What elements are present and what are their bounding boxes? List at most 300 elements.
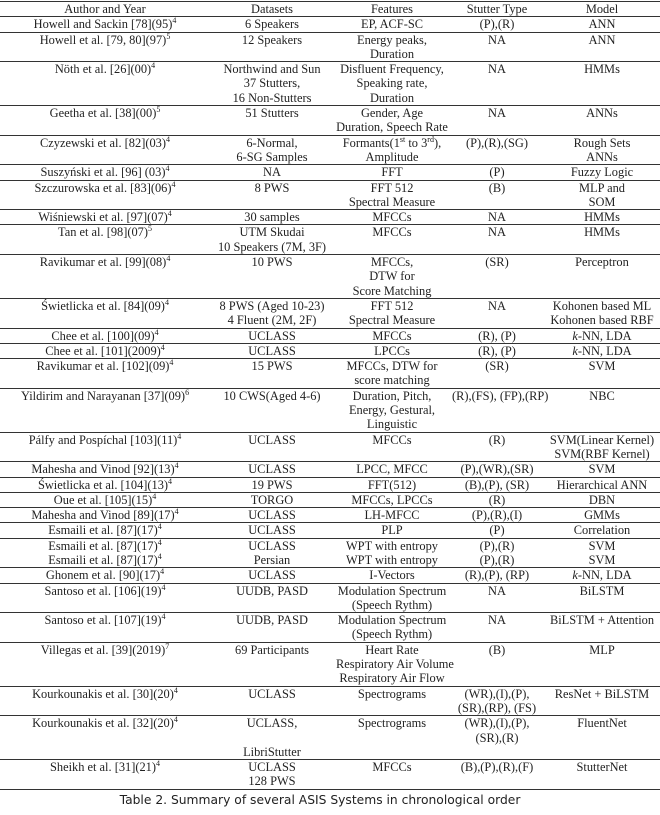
cell-author: [0, 180, 210, 210]
cell-line: 12 Speakers: [241, 32, 303, 47]
cell-datasets: [210, 165, 334, 180]
cell-author: [0, 492, 210, 507]
cell-line: DBN: [588, 492, 616, 507]
cell-stutter: [450, 583, 544, 613]
cell-datasets: [210, 328, 334, 343]
cell-line: MFCCs: [372, 760, 412, 775]
text-segment: Suszyński et al. [96] (03): [40, 165, 166, 180]
table-caption: Table 2. Summary of several ASIS Systems in chronological order: [119, 792, 521, 807]
cell-line: [2, 136, 208, 150]
text-segment: Świetlicka et al. [104](13): [37, 477, 169, 492]
cell-datasets: [210, 432, 334, 462]
cell-datasets: [210, 135, 334, 165]
cell-line: Northwind and Sun: [223, 62, 321, 77]
cell-stutter: [450, 462, 544, 477]
cell-author: [0, 553, 210, 568]
cell-datasets: [210, 462, 334, 477]
cell-features: [334, 328, 450, 343]
cell-stutter: [450, 32, 544, 62]
cell-features: [334, 716, 450, 760]
cell-line: [2, 225, 208, 239]
cell-author: [0, 388, 210, 432]
cell-line: [2, 478, 208, 492]
cell-line: UCLASS: [248, 343, 296, 358]
table-row: [0, 613, 660, 643]
text-segment: -NN, LDA: [577, 343, 632, 358]
cell-line: (R), (P): [478, 343, 516, 358]
cell-line: MFCCs: [372, 432, 412, 447]
cell-line: 19 PWS: [251, 477, 293, 492]
cell-datasets: [210, 388, 334, 432]
text-segment: -NN, LDA: [577, 568, 632, 583]
cell-line: 8 PWS: [254, 180, 290, 195]
cell-line: Perceptron: [575, 255, 629, 270]
cell-line: SVM: [588, 462, 616, 477]
text-segment: Esmaili et al. [87](17): [48, 538, 158, 553]
footnote-marker: 4: [161, 612, 166, 622]
text-segment: Howell and Sackin [78](95): [33, 17, 173, 32]
cell-line: Spectrograms: [357, 716, 427, 731]
cell-line: NBC: [589, 388, 615, 403]
cell-line: [2, 359, 208, 373]
cell-author: [0, 716, 210, 760]
cell-line: [2, 33, 208, 47]
cell-line: (SR): [485, 255, 509, 270]
cell-model: [544, 583, 660, 613]
cell-features: [334, 642, 454, 686]
cell-line: PLP: [381, 523, 403, 538]
cell-stutter: [450, 343, 544, 358]
cell-line: UCLASS: [248, 760, 296, 775]
cell-datasets: [210, 508, 334, 523]
cell-line: MFCCs, LPCCs: [351, 492, 433, 507]
cell-line: [2, 344, 208, 358]
cell-features: [334, 686, 450, 716]
cell-author: [0, 343, 210, 358]
cell-model: [544, 255, 660, 299]
table-row: [0, 388, 660, 432]
cell-features: [334, 210, 450, 225]
table-row: [0, 298, 660, 328]
cell-stutter: [450, 523, 544, 538]
text-segment: Ravikumar et al. [102](09): [36, 359, 170, 374]
cell-line: [2, 106, 208, 120]
cell-datasets: [210, 62, 334, 106]
cell-line: 51 Stutters: [245, 106, 299, 121]
table-row: [0, 716, 660, 760]
cell-stutter: [450, 568, 544, 583]
cell-line: FFT: [381, 165, 403, 180]
text-segment: Esmaili et al. [87](17): [48, 523, 158, 538]
cell-features: [334, 343, 450, 358]
cell-line: 30 samples: [244, 210, 300, 225]
cell-line: UCLASS: [248, 462, 296, 477]
cell-features: [334, 388, 450, 432]
cell-stutter: [450, 62, 544, 106]
footnote-marker: 4: [168, 476, 173, 486]
text-segment: to 3: [405, 135, 428, 150]
table-row: [0, 32, 660, 62]
cell-line: Score Matching: [352, 283, 432, 298]
cell-author: [0, 538, 210, 553]
text-segment: ),: [433, 135, 442, 150]
cell-line: UCLASS: [248, 508, 296, 523]
cell-line: SVM(RBF Kernel): [554, 446, 650, 461]
footnote-marker: 4: [177, 431, 182, 441]
cell-stutter: [450, 508, 544, 523]
footnote-marker: 4: [160, 342, 165, 352]
cell-stutter: [450, 538, 544, 553]
cell-line: Spectral Measure: [348, 194, 436, 209]
text-segment: Chee et al. [100](09): [51, 328, 155, 343]
cell-line: I-Vectors: [369, 568, 415, 583]
cell-model: [544, 508, 660, 523]
cell-model: [544, 642, 660, 686]
cell-line: MLP: [589, 642, 615, 657]
cell-line: Respiratory Air Volume: [336, 657, 454, 672]
cell-line: (SR),(R): [475, 730, 519, 745]
cell-features: [334, 477, 450, 492]
cell-line: ANNs: [586, 106, 618, 121]
cell-model: [544, 613, 660, 643]
cell-line: MFCCs,: [370, 255, 414, 270]
cell-stutter: [450, 492, 544, 507]
cell-line: 10 Speakers (7M, 3F): [217, 239, 327, 254]
cell-line: 6-Normal,: [246, 135, 298, 150]
cell-datasets: [210, 32, 334, 62]
cell-datasets: [210, 343, 334, 358]
cell-line: (WR),(I),(P),: [464, 686, 530, 701]
cell-line: [2, 508, 208, 522]
cell-datasets: [210, 17, 334, 32]
cell-model: [544, 568, 660, 583]
cell-author: [0, 686, 210, 716]
cell-line: TORGO: [250, 492, 294, 507]
footnote-marker: 4: [155, 759, 160, 769]
table-row: [0, 17, 660, 32]
text-segment: Świetlicka et al. [84](09): [41, 298, 165, 313]
cell-datasets: [210, 523, 334, 538]
text-segment: k: [572, 343, 578, 358]
cell-line: (B),(P),(R),(F): [460, 760, 534, 775]
footnote-marker: 5: [147, 224, 152, 234]
text-segment: Sheikh et al. [31](21): [50, 760, 156, 775]
text-segment: Howell et al. [79, 80](97): [39, 32, 167, 47]
cell-features: [334, 32, 450, 62]
text-segment: Ravikumar et al. [99](08): [39, 255, 167, 270]
cell-line: WPT with entropy: [345, 552, 438, 567]
cell-line: Modulation Spectrum: [337, 613, 447, 628]
cell-line: [2, 760, 208, 774]
cell-line: [2, 584, 208, 598]
cell-stutter: [450, 328, 544, 343]
table-row: [0, 492, 660, 507]
cell-line: Duration, Speech Rate: [336, 120, 448, 135]
cell-author: [0, 298, 210, 328]
cell-line: 6 Speakers: [244, 17, 300, 32]
table-row: [0, 225, 660, 255]
text-segment: Esmaili et al. [87](17): [48, 552, 158, 567]
cell-stutter: [450, 225, 544, 255]
cell-line: [2, 493, 208, 507]
cell-stutter: [450, 388, 549, 432]
table-row: [0, 686, 660, 716]
cell-line: (P): [489, 165, 505, 180]
cell-line: (B): [488, 180, 506, 195]
cell-line: NA: [488, 298, 506, 313]
cell-line: HMMs: [584, 210, 620, 225]
cell-features: [334, 255, 450, 299]
header-features: Features: [371, 2, 413, 16]
table-row: [0, 210, 660, 225]
footnote-marker: 4: [157, 522, 162, 532]
cell-line: Linguistic: [366, 417, 418, 432]
text-segment: Oue et al. [105](15): [53, 492, 153, 507]
cell-features: [334, 523, 450, 538]
cell-line: Fuzzy Logic: [570, 165, 634, 180]
table-row: [0, 255, 660, 299]
cell-line: (SR),(RP), (FS): [457, 700, 537, 715]
cell-stutter: [450, 477, 544, 492]
text-segment: Santoso et al. [107](19): [44, 613, 162, 628]
cell-line: Gender, Age: [360, 106, 424, 121]
cell-line: Persian: [253, 552, 291, 567]
footnote-marker: 4: [157, 551, 162, 561]
cell-datasets: [210, 686, 334, 716]
footnote-marker: 4: [151, 61, 156, 71]
cell-features: [334, 135, 450, 165]
cell-datasets: [210, 642, 334, 686]
cell-features: [334, 432, 450, 462]
cell-line: (B): [488, 642, 506, 657]
footnote-marker: 4: [174, 461, 179, 471]
text-segment: -NN, LDA: [577, 328, 632, 343]
cell-line: Energy peaks,: [357, 32, 427, 47]
cell-line: (P),(R),(I): [471, 508, 523, 523]
cell-line: MFCCs, DTW for: [346, 359, 438, 374]
cell-line: StutterNet: [576, 760, 628, 775]
cell-author: [0, 613, 210, 643]
cell-author: [0, 255, 210, 299]
text-segment: Geetha et al. [38](00): [49, 106, 157, 121]
cell-line: SVM: [588, 552, 616, 567]
footnote-marker: 4: [169, 358, 174, 367]
cell-line: MFCCs: [372, 225, 412, 240]
cell-line: UCLASS: [248, 432, 296, 447]
cell-line: (Speech Rythm): [351, 627, 433, 642]
cell-line: [2, 553, 208, 567]
cell-model: [544, 343, 660, 358]
cell-line: [546, 568, 658, 582]
cell-datasets: [210, 613, 334, 643]
cell-line: Respiratory Air Flow: [339, 671, 445, 686]
cell-line: NA: [488, 106, 506, 121]
cell-model: [544, 225, 660, 255]
footnote-marker: 4: [165, 164, 170, 174]
cell-line: (P),(R): [479, 17, 515, 32]
cell-features: [334, 583, 450, 613]
text-segment: Formants(1: [342, 135, 400, 150]
cell-line: NA: [263, 165, 281, 180]
table-row: [0, 642, 660, 686]
footnote-marker: 4: [167, 209, 172, 219]
cell-line: [2, 210, 208, 224]
cell-stutter: [450, 106, 544, 136]
cell-line: UTM Skudai: [239, 225, 305, 240]
table-row: [0, 180, 660, 210]
cell-stutter: [450, 760, 544, 790]
footnote-marker: 4: [157, 537, 162, 547]
cell-author: [0, 432, 210, 462]
table-row: [0, 62, 660, 106]
cell-line: [2, 716, 208, 730]
cell-line: UUDB, PASD: [236, 613, 308, 628]
cell-line: 37 Stutters,: [243, 76, 301, 91]
cell-line: FFT 512: [370, 180, 414, 195]
cell-datasets: [210, 583, 334, 613]
cell-line: SVM: [588, 538, 616, 553]
table-row: [0, 165, 660, 180]
cell-line: EP, ACF-SC: [361, 17, 423, 32]
cell-author: [0, 328, 210, 343]
cell-author: [0, 583, 210, 613]
cell-features: [334, 568, 450, 583]
cell-stutter: [450, 432, 544, 462]
cell-line: [2, 539, 208, 553]
text-segment: Mahesha and Vinod [89](17): [31, 508, 175, 523]
cell-line: [2, 568, 208, 582]
cell-line: ANNs: [586, 149, 618, 164]
cell-stutter: [450, 255, 544, 299]
cell-line: (P),(R): [479, 552, 515, 567]
cell-line: Duration: [369, 46, 415, 61]
cell-line: score matching: [354, 373, 430, 388]
cell-line: LibriStutter: [243, 744, 301, 759]
footnote-marker: 4: [166, 253, 171, 263]
cell-author: [0, 135, 210, 165]
footnote-marker: 5: [166, 31, 171, 41]
cell-model: [544, 32, 660, 62]
cell-author: [0, 359, 210, 389]
text-segment: Wiśniewski et al. [97](07): [38, 210, 168, 225]
cell-line: [2, 62, 208, 76]
cell-line: FluentNet: [577, 716, 627, 731]
table-row: [0, 343, 660, 358]
cell-line: Correlation: [573, 523, 631, 538]
cell-model: [544, 462, 660, 477]
table-row: [0, 568, 660, 583]
cell-line: UCLASS: [248, 568, 296, 583]
text-segment: Yildirim and Narayanan [37](09): [20, 388, 186, 403]
cell-author: [0, 225, 210, 255]
table-row: [0, 760, 660, 790]
cell-features: [334, 462, 450, 477]
cell-author: [0, 17, 210, 32]
cell-author: [0, 165, 210, 180]
cell-line: [2, 613, 208, 627]
asis-systems-table: [0, 1, 660, 790]
cell-line: Spectrograms: [357, 686, 427, 701]
cell-model: [544, 359, 660, 389]
cell-datasets: [210, 538, 334, 553]
cell-line: 128 PWS: [248, 774, 296, 789]
cell-model: [544, 538, 660, 553]
cell-line: UUDB, PASD: [236, 583, 308, 598]
cell-line: [2, 523, 208, 537]
cell-line: UCLASS: [248, 523, 296, 538]
text-segment: Villegas et al. [39](2019): [40, 642, 166, 657]
cell-features: [334, 760, 450, 790]
text-segment: Nöth et al. [26](00): [54, 62, 152, 77]
cell-line: (P),(R),(SG): [466, 135, 528, 150]
text-segment: Czyzewski et al. [82](03): [40, 135, 166, 150]
cell-line: (WR),(I),(P),: [464, 716, 530, 731]
cell-stutter: [450, 180, 544, 210]
cell-line: Kohonen based RBF: [550, 313, 654, 328]
cell-stutter: [450, 613, 544, 643]
cell-line: (SR): [485, 359, 509, 374]
footnote-marker: 5: [156, 104, 161, 114]
cell-line: (P),(WR),(SR): [460, 462, 534, 477]
cell-datasets: [210, 298, 334, 328]
cell-features: [334, 62, 450, 106]
cell-line: 15 PWS: [251, 359, 293, 374]
header-stutter-type: Stutter Type: [466, 2, 528, 16]
cell-line: SVM(Linear Kernel): [549, 432, 655, 447]
cell-stutter: [450, 716, 544, 760]
cell-features: [334, 613, 450, 643]
table-header-row: [0, 2, 660, 17]
cell-datasets: [210, 106, 334, 136]
cell-author: [0, 32, 210, 62]
cell-datasets: [210, 180, 334, 210]
cell-features: [334, 298, 450, 328]
cell-line: Duration: [369, 90, 415, 105]
table-row: [0, 462, 660, 477]
cell-line: MFCCs: [372, 210, 412, 225]
cell-stutter: [450, 165, 544, 180]
cell-model: [544, 135, 660, 165]
cell-line: MFCCs: [372, 328, 412, 343]
cell-model: [544, 686, 660, 716]
footnote-marker: 4: [173, 715, 178, 725]
cell-line: (R): [488, 432, 506, 447]
cell-line: NA: [488, 613, 506, 628]
cell-line: Spectral Measure: [348, 313, 436, 328]
cell-model: [544, 477, 660, 492]
text-segment: k: [572, 568, 578, 583]
cell-author: [0, 568, 210, 583]
table-row: [0, 135, 660, 165]
text-segment: Kourkounakis et al. [32](20): [32, 716, 174, 731]
cell-stutter: [450, 210, 544, 225]
cell-line: DTW for: [369, 269, 415, 284]
cell-line: [2, 299, 208, 313]
cell-features: [334, 508, 450, 523]
cell-line: 8 PWS (Aged 10-23): [219, 298, 325, 313]
cell-line: NA: [488, 583, 506, 598]
cell-model: [544, 165, 660, 180]
cell-line: 69 Participants: [235, 642, 309, 657]
cell-line: ResNet + BiLSTM: [554, 686, 650, 701]
cell-line: 16 Non-Stutters: [232, 90, 312, 105]
footnote-marker: 4: [173, 685, 178, 695]
footnote-marker: 4: [172, 16, 177, 26]
table-row: [0, 523, 660, 538]
cell-model: [544, 62, 660, 106]
table-row: [0, 328, 660, 343]
table-row: [0, 508, 660, 523]
